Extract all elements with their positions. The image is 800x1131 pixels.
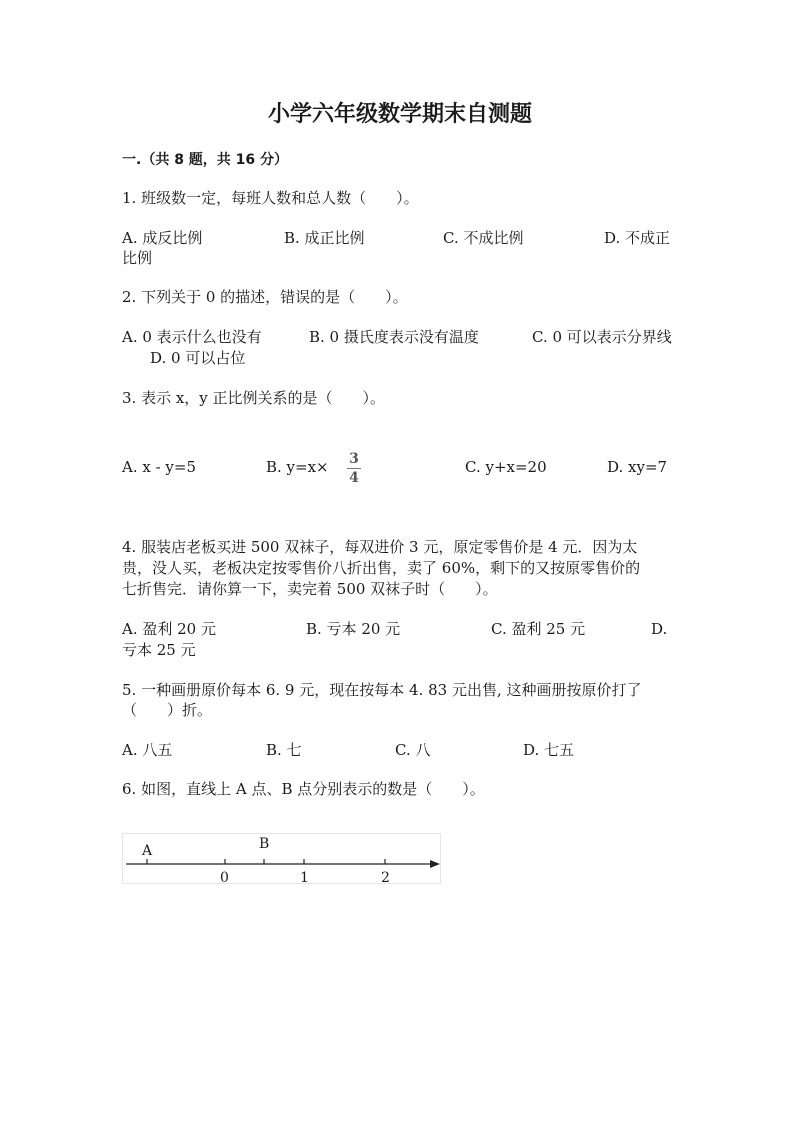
question-5-option-b: B. 七 — [266, 741, 302, 759]
question-3-option-c: C. y+x=20 — [465, 458, 547, 476]
tick-label-1: 1 — [300, 870, 309, 885]
page-title: 小学六年级数学期末自测题 — [267, 102, 532, 127]
tick-label-0: 0 — [220, 870, 229, 885]
question-3-option-a: A. x - y=5 — [122, 458, 197, 476]
question-4-option-d-continued: 亏本 25 元 — [122, 641, 196, 659]
question-5-stem-line-2: （ ）折。 — [122, 701, 213, 719]
section-header: 一.（共 8 题，共 16 分） — [122, 152, 289, 168]
figure-border — [123, 834, 441, 884]
point-a-label: A — [142, 843, 153, 859]
question-2-option-b: B. 0 摄氏度表示没有温度 — [309, 328, 479, 346]
question-1-option-b: B. 成正比例 — [284, 229, 365, 247]
arrow-right-icon — [430, 860, 440, 868]
question-1-option-d-continued: 比例 — [122, 249, 153, 267]
question-1-stem: 1. 班级数一定，每班人数和总人数（ ）。 — [122, 189, 419, 207]
number-line-svg — [122, 833, 442, 885]
question-4-stem-line-3: 七折售完．请你算一下，卖完着 500 双袜子时（ ）。 — [122, 580, 498, 598]
fraction-three-quarters — [344, 452, 364, 485]
number-line-figure — [122, 833, 442, 885]
question-4-option-b: B. 亏本 20 元 — [306, 620, 401, 638]
question-4-option-a: A. 盈利 20 元 — [122, 620, 216, 638]
question-1-option-a: A. 成反比例 — [122, 229, 203, 247]
question-2-stem: 2. 下列关于 0 的描述，错误的是（ ）。 — [122, 288, 408, 306]
tick-label-2: 2 — [381, 870, 390, 885]
point-b-label: B — [259, 836, 270, 852]
question-2-option-a: A. 0 表示什么也没有 — [122, 328, 262, 346]
question-6-stem: 6. 如图，直线上 A 点、B 点分别表示的数是（ ）。 — [122, 780, 485, 798]
question-5-option-a: A. 八五 — [122, 741, 173, 759]
question-4-stem-line-1: 4. 服装店老板买进 500 双袜子，每双进价 3 元，原定零售价是 4 元．因为太 — [122, 538, 638, 556]
question-1-option-c: C. 不成比例 — [443, 229, 524, 247]
fraction-numerator: 3 — [349, 451, 359, 467]
question-2-option-d: D. 0 可以占位 — [150, 349, 246, 367]
question-3-option-d: D. xy=7 — [607, 458, 668, 476]
question-5-option-d: D. 七五 — [523, 741, 575, 759]
question-2-option-c: C. 0 可以表示分界线 — [532, 328, 672, 346]
question-3-option-b: B. y=x× — [266, 458, 329, 476]
question-4-stem-line-2: 贵，没人买，老板决定按零售价八折出售，卖了 60%，剩下的又按原零售价的 — [122, 559, 641, 577]
question-5-option-c: C. 八 — [395, 741, 431, 759]
question-4-option-c: C. 盈利 25 元 — [491, 620, 586, 638]
question-4-option-d: D. — [651, 620, 668, 638]
fraction-denominator: 4 — [349, 470, 359, 486]
question-3-stem: 3. 表示 x，y 正比例关系的是（ ）。 — [122, 389, 386, 407]
question-5-stem-line-1: 5. 一种画册原价每本 6. 9 元，现在按每本 4. 83 元出售, 这种画册按原价打了 — [122, 681, 642, 699]
fraction-bar — [347, 468, 361, 469]
question-1-option-d: D. 不成正 — [604, 229, 671, 247]
